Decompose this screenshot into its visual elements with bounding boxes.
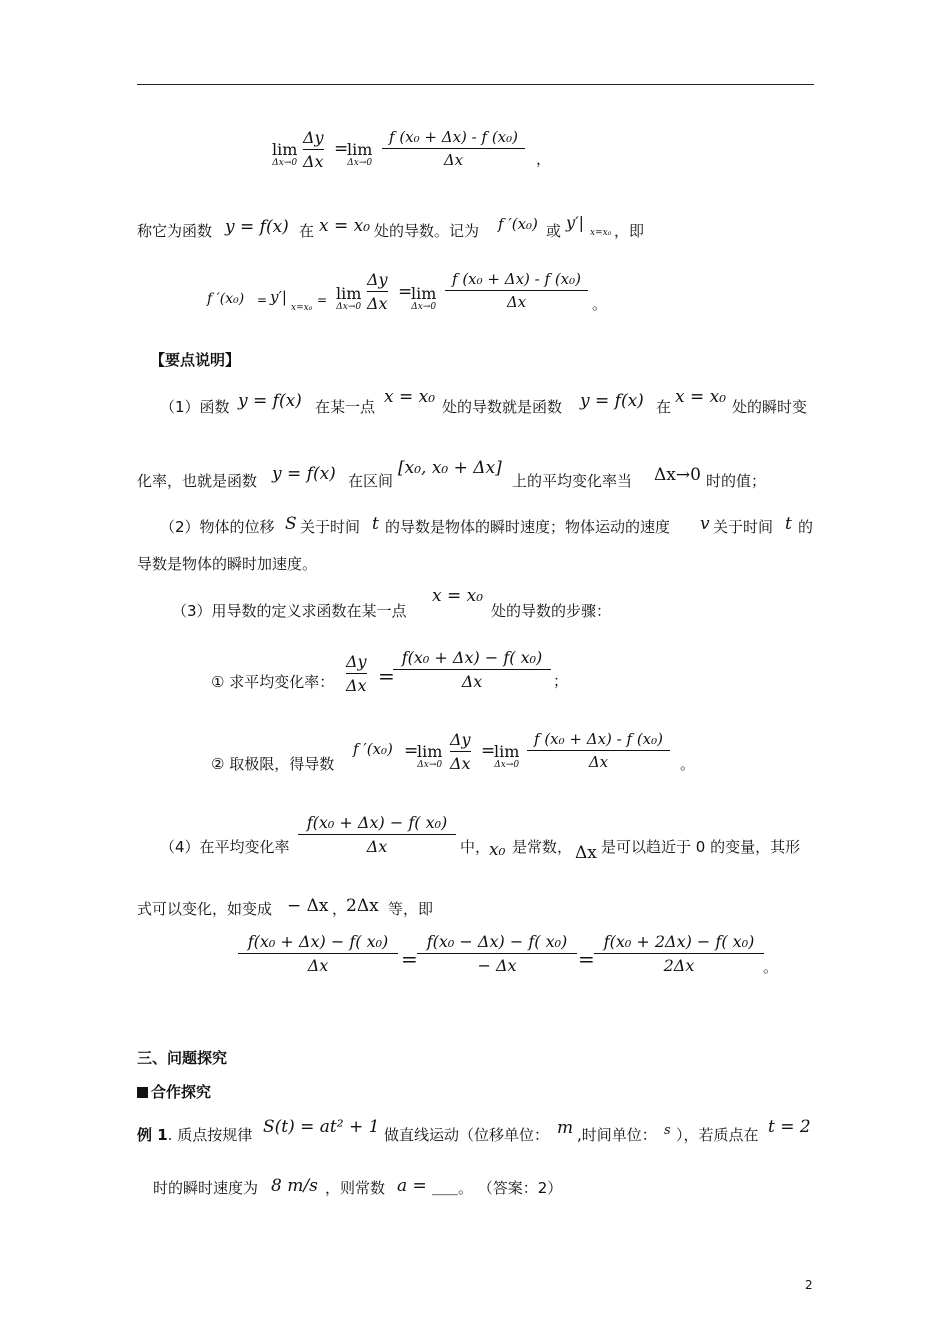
- lim-3: lim Δx→0: [336, 284, 362, 312]
- frac-dy-dx-2: Δy Δx: [367, 270, 388, 313]
- frac-f-3: f(x₀ + Δx) − f( x₀) Δx: [393, 648, 551, 691]
- frac-dy-dx-4: Δy Δx: [450, 730, 471, 773]
- lim-5: lim Δx→0: [417, 742, 443, 770]
- frac-f-8: f(x₀ + 2Δx) − f( x₀) 2Δx: [594, 932, 764, 975]
- lim-1: lim Δx→0: [272, 140, 298, 168]
- frac-dy-dx-1: Δy Δx: [303, 128, 324, 171]
- frac-f-4: f (x₀ + Δx) - f (x₀) Δx: [527, 730, 670, 771]
- frac-dy-dx-3: Δy Δx: [346, 652, 367, 695]
- coop-heading: 合作探究: [137, 1085, 211, 1100]
- lim-2: lim Δx→0: [347, 140, 373, 168]
- header-rule: [137, 84, 814, 85]
- section-heading: 三、问题探究: [137, 1049, 228, 1067]
- frac-f-1: f (x₀ + Δx) - f (x₀) Δx: [382, 128, 525, 169]
- lim-6: lim Δx→0: [494, 742, 520, 770]
- square-bullet-icon: [137, 1087, 148, 1098]
- example-1: 例 1. 质点按规律: [137, 1126, 253, 1144]
- key-points-heading: 【要点说明】: [150, 351, 241, 369]
- page-number: 2: [805, 1278, 813, 1292]
- frac-f-5: f(x₀ + Δx) − f( x₀) Δx: [298, 813, 456, 856]
- lim-4: lim Δx→0: [411, 284, 437, 312]
- frac-f-7: f(x₀ − Δx) − f( x₀) − Δx: [417, 932, 577, 975]
- frac-f-2: f (x₀ + Δx) - f (x₀) Δx: [445, 270, 588, 311]
- frac-f-6: f(x₀ + Δx) − f( x₀) Δx: [238, 932, 398, 975]
